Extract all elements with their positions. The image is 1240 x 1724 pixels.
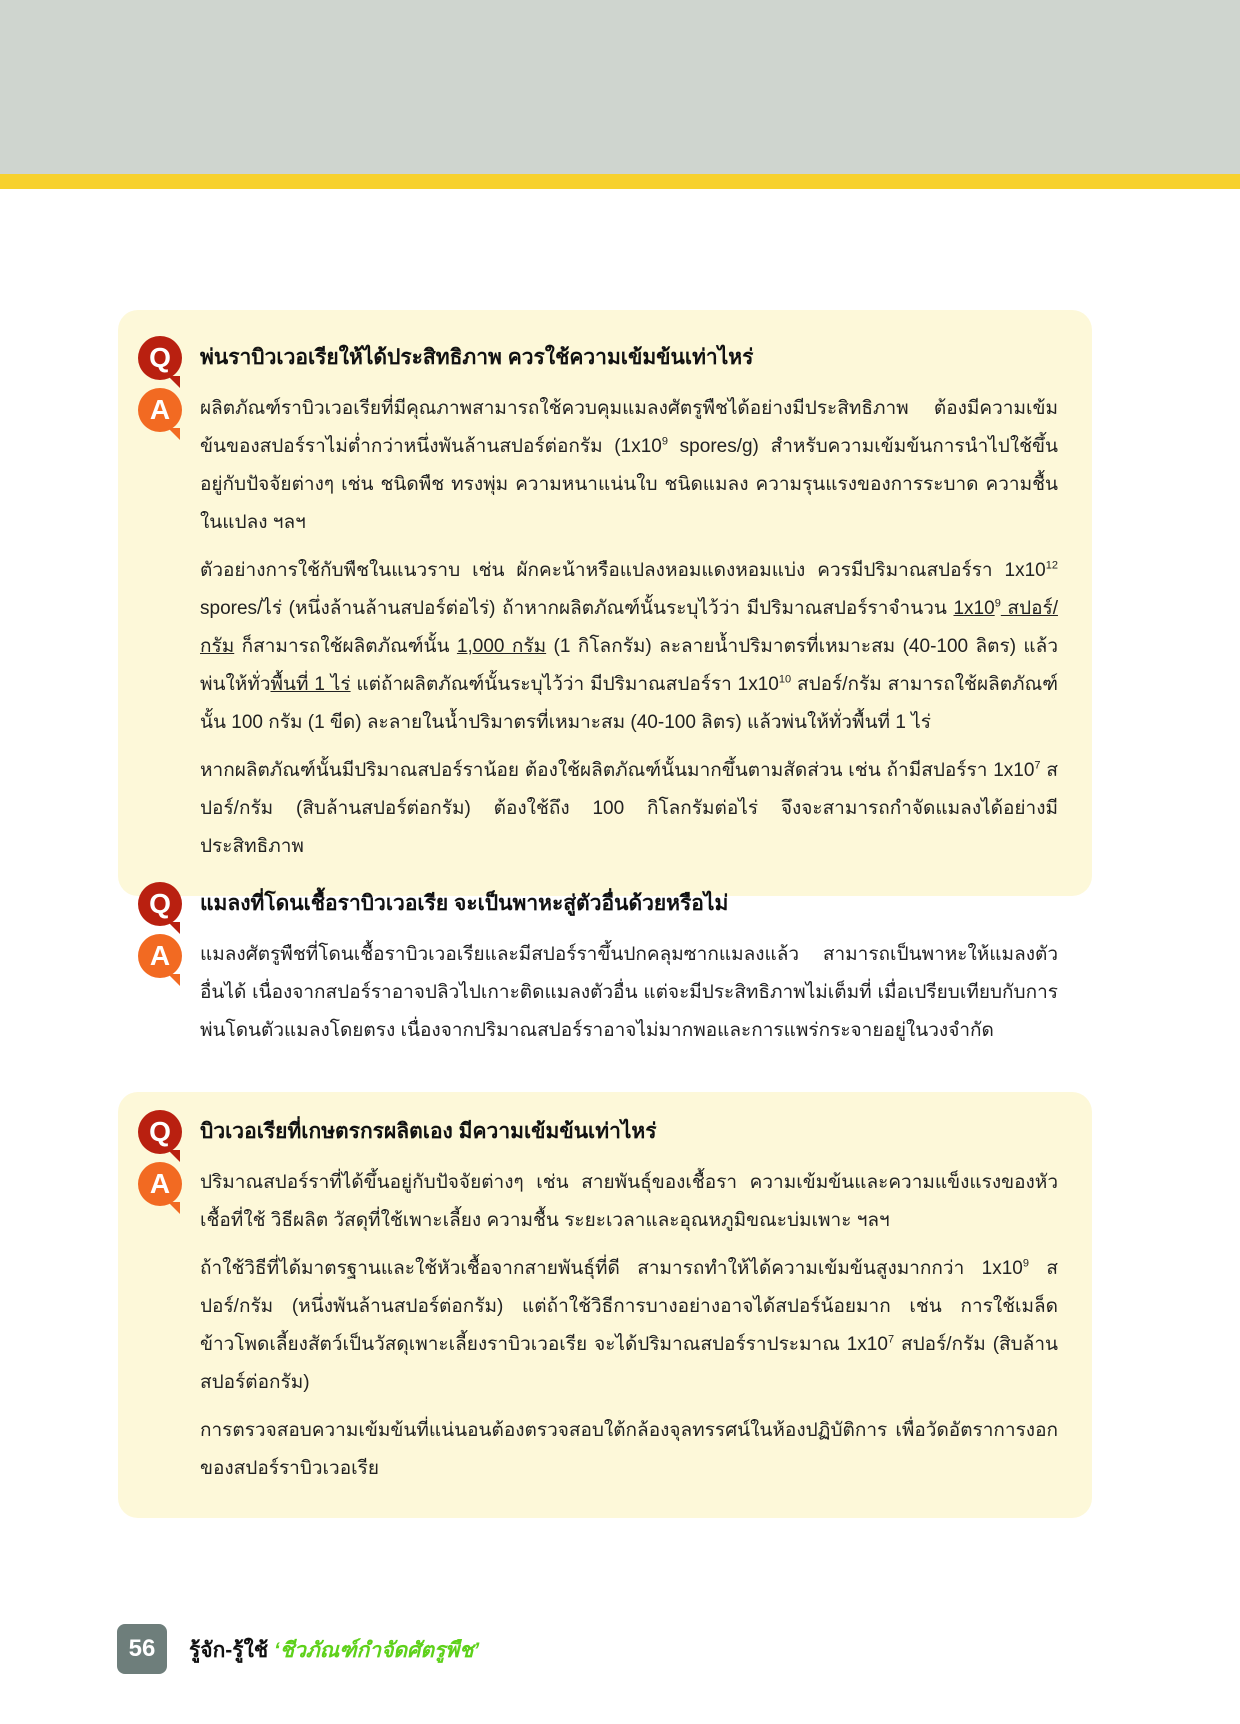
question-badge-icon: Q [138, 336, 182, 380]
question-row [118, 338, 1092, 378]
answer-paragraph [200, 1412, 1058, 1488]
book-subtitle: ‘ชีวภัณฑ์กำจัดศัตรูพืช’ [273, 1639, 480, 1662]
answer-row [118, 390, 1092, 866]
question-title: พ่นราบิวเวอเรียให้ได้ประสิทธิภาพ ควรใช้ความเข้มข้นเท่าไหร่ [200, 346, 754, 369]
exponent: 9 [994, 597, 1001, 610]
answer-row [118, 1164, 1092, 1488]
text-run: spores/g) สำหรับความเข้มข้นการนำไปใช้ขึ้นอยู่กับปัจจัยต่างๆ เช่น ชนิดพืช ทรงพุ่ม ความหนาแน่นใบ ชนิดแมลง ความรุนแรงของการระบาด ความชื้นในแปลง ฯลฯ [200, 436, 1059, 533]
answer-paragraph [200, 936, 1058, 1050]
answer-paragraph [200, 1164, 1058, 1240]
qa-section-2 [118, 876, 1092, 1070]
book-title: รู้จัก-รู้ใช้ [189, 1639, 269, 1662]
footer-title [189, 1634, 479, 1667]
exponent: 12 [1045, 559, 1058, 572]
question-title: บิวเวอเรียที่เกษตรกรผลิตเอง มีความเข้มข้นเท่าไหร่ [200, 1120, 657, 1143]
question-row [118, 884, 1092, 924]
underlined-text: พื้นที่ 1 ไร่ [270, 674, 351, 695]
accent-stripe [0, 174, 1240, 189]
text-run: spores/ไร่ (หนึ่งล้านล้านสปอร์ต่อไร่) ถ้าหากผลิตภัณฑ์นั้นระบุไว้ว่า มีปริมาณสปอร์ราจำนวน [200, 598, 954, 619]
answer-badge-icon: A [138, 934, 182, 978]
text-run: ก็สามารถใช้ผลิตภัณฑ์นั้น [234, 636, 457, 657]
exponent: 7 [887, 1333, 895, 1346]
qa-section-1 [118, 310, 1092, 896]
text-run: สปอร์/กรัม (สิบล้านสปอร์ต่อกรัม) [200, 1334, 1058, 1393]
text-run: หากผลิตภัณฑ์นั้นมีปริมาณสปอร์ราน้อย ต้องใช้ผลิตภัณฑ์นั้นมากขึ้นตามสัดส่วน เช่น ถ้ามีสปอร์รา 1x10 [200, 760, 1035, 781]
text-run: (1 กิโลกรัม) ละลายน้ำปริมาตรที่เหมาะสม (40-100 ลิตร) แล้วพ่นให้ทั่ว [200, 636, 1058, 695]
question-row [118, 1112, 1092, 1152]
question-badge-icon: Q [138, 1110, 182, 1154]
answer-row [118, 936, 1092, 1050]
text-run: แต่ถ้าผลิตภัณฑ์นั้นระบุไว้ว่า มีปริมาณสปอร์รา 1x10 [350, 674, 779, 695]
answer-badge-icon: A [138, 1162, 182, 1206]
qa-section-3 [118, 1092, 1092, 1518]
underlined-text: 1x10 [953, 598, 995, 619]
text-run: ถ้าใช้วิธีที่ได้มาตรฐานและใช้หัวเชื้อจากสายพันธุ์ที่ดี สามารถทำให้ได้ความเข้มข้นสูงมากกว่า 1x10 [200, 1258, 1023, 1279]
text-run: แมลงศัตรูพืชที่โดนเชื้อราบิวเวอเรียและมีสปอร์ราขึ้นปกคลุมซากแมลงแล้ว สามารถเป็นพาหะให้แมลงตัวอื่นได้ เนื่องจากสปอร์ราอาจปลิวไปเกาะติดแมลงตัวอื่น แต่จะมีประสิทธิภาพไม่เต็มที่ เมื่อเปรียบเทียบกับการพ่นโดนตัวแมลงโดยตรง เนื่องจากปริมาณสปอร์ราอาจไม่มากพอและการแพร่กระจายอยู่ในวงจำกัด [200, 944, 1058, 1041]
answer-paragraph [200, 752, 1058, 866]
answer-paragraph [200, 1250, 1058, 1402]
answer-badge-icon: A [138, 388, 182, 432]
text-run: สปอร์/กรัม (หนึ่งพันล้านสปอร์ต่อกรัม) แต่ถ้าใช้วิธีการบางอย่างอาจได้สปอร์น้อยมาก เช่น การใช้เมล็ดข้าวโพดเลี้ยงสัตว์เป็นวัสดุเพาะเลี้ยงราบิวเวอเรีย จะได้ปริมาณสปอร์ราประมาณ 1x10 [200, 1258, 1058, 1355]
text-run: การตรวจสอบความเข้มข้นที่แน่นอนต้องตรวจสอบใต้กล้องจุลทรรศน์ในห้องปฏิบัติการ เพื่อวัดอัตราการงอกของสปอร์ราบิวเวอเรีย [200, 1420, 1058, 1479]
text-run: ตัวอย่างการใช้กับพืชในแนวราบ เช่น ผักคะน้าหรือแปลงหอมแดงหอมแบ่ง ควรมีปริมาณสปอร์รา 1x10 [200, 560, 1046, 581]
underlined-text: 1,000 กรัม [456, 636, 547, 657]
text-run: ปริมาณสปอร์ราที่ได้ขึ้นอยู่กับปัจจัยต่างๆ เช่น สายพันธุ์ของเชื้อรา ความเข้มข้นและความแข็งแรงของหัวเชื้อที่ใช้ วิธีผลิต วัสดุที่ใช้เพาะเลี้ยง ความชื้น ระยะเวลาและอุณหภูมิขณะบ่มเพาะ ฯลฯ [200, 1172, 1058, 1231]
text-run: ผลิตภัณฑ์ราบิวเวอเรียที่มีคุณภาพสามารถใช้ควบคุมแมลงศัตรูพืชได้อย่างมีประสิทธิภาพ ต้องมีความเข้มข้นของสปอร์ราไม่ต่ำกว่าหนึ่งพันล้านสปอร์ต่อกรัม (1x10 [200, 398, 1058, 457]
question-title: แมลงที่โดนเชื้อราบิวเวอเรีย จะเป็นพาหะสู่ตัวอื่นด้วยหรือไม่ [200, 892, 729, 915]
page-number: 56 [117, 1624, 167, 1674]
answer-paragraph [200, 390, 1058, 542]
exponent: 7 [1034, 759, 1041, 772]
question-badge-icon: Q [138, 882, 182, 926]
text-run: สปอร์/กรัม (สิบล้านสปอร์ต่อกรัม) ต้องใช้ถึง 100 กิโลกรัมต่อไร่ จึงจะสามารถกำจัดแมลงได้อย่างมีประสิทธิภาพ [200, 760, 1058, 857]
header-band [0, 0, 1240, 174]
underlined-text: สปอร์/กรัม [200, 598, 1058, 657]
exponent: 9 [661, 435, 668, 448]
exponent: 10 [778, 673, 792, 686]
text-run: สปอร์/กรัม สามารถใช้ผลิตภัณฑ์นั้น 100 กรัม (1 ขีด) ละลายในน้ำปริมาตรที่เหมาะสม (40-100 ลิตร) แล้วพ่นให้ทั่วพื้นที่ 1 ไร่ [200, 674, 1058, 733]
answer-paragraph [200, 552, 1058, 742]
exponent: 9 [1022, 1257, 1029, 1270]
